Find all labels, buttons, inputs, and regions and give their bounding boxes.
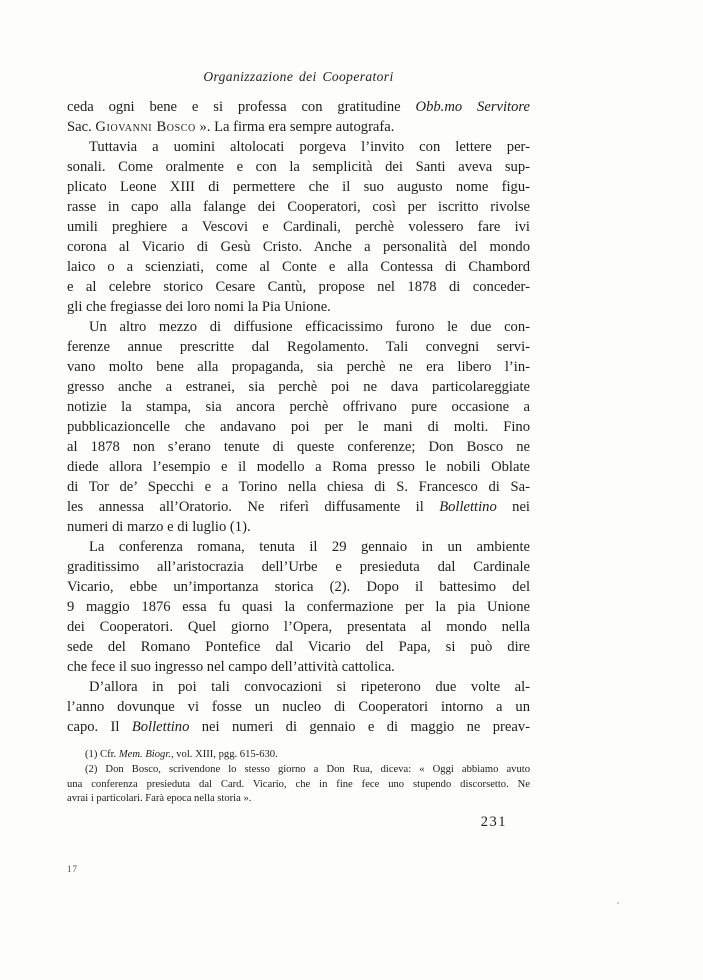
text-line: che fece il suo ingresso nel campo dell’attività cattolica. bbox=[67, 659, 395, 675]
paragraph bbox=[67, 97, 530, 137]
text-line: l’anno dovunque vi fosse un nucleo di Cooperatori intorno a un bbox=[67, 699, 530, 715]
text-line: Un altro mezzo di diffusione efficacissimo furono le due con- bbox=[89, 319, 530, 335]
text-line: e al celebre storico Cesare Cantù, propose nel 1878 di conceder- bbox=[67, 279, 530, 295]
text-line: rasse in capo alla falange dei Cooperatori, così per iscritto rivolse bbox=[67, 199, 530, 215]
signature-mark: 17 bbox=[67, 864, 78, 874]
text-line: plicato Leone XIII di permettere che il suo augusto nome figu- bbox=[67, 179, 530, 195]
paragraph bbox=[67, 537, 530, 677]
paragraph bbox=[67, 137, 530, 317]
paragraph bbox=[67, 677, 530, 737]
text-line: laico o a scienziati, come al Conte e alla Contessa di Chambord bbox=[67, 259, 530, 275]
running-head: Organizzazione dei Cooperatori bbox=[203, 69, 394, 84]
text-line: (1) Cfr. Mem. Biogr., vol. XIII, pgg. 615-630. bbox=[85, 749, 278, 760]
text-line: sonali. Come oralmente e con la semplicità dei Santi aveva sup- bbox=[67, 159, 530, 175]
text-line: Sac. Giovanni Bosco ». La firma era sempre autografa. bbox=[67, 119, 395, 135]
text-line: di Tor de’ Specchi e a Torino nella chiesa di S. Francesco di Sa- bbox=[67, 479, 530, 495]
text-line: notizie la stampa, sia ancora perchè offrivano pure occasione a bbox=[67, 399, 530, 415]
paragraph bbox=[67, 317, 530, 537]
text-line: umili preghiere a Vescovi e Cardinali, perchè volessero fare ivi bbox=[67, 219, 530, 235]
text-line: numeri di marzo e di luglio (1). bbox=[67, 519, 251, 535]
footnote-block bbox=[67, 748, 530, 807]
text-line: Tuttavia a uomini altolocati porgeva l’invito con lettere per- bbox=[89, 139, 530, 155]
text-line: dei Cooperatori. Quel giorno l’Opera, presentata al mondo nella bbox=[67, 619, 530, 635]
text-line: (2) Don Bosco, scrivendone lo stesso giorno a Don Rua, diceva: « Oggi abbiamo avuto bbox=[85, 763, 530, 775]
text-line: 9 maggio 1876 essa fu quasi la confermazione per la pia Unione bbox=[67, 599, 530, 615]
text-line: ceda ogni bene e si professa con gratitudine Obb.mo Servitore bbox=[67, 99, 530, 115]
page-number: 231 bbox=[480, 814, 507, 830]
text-line: les annessa all’Oratorio. Ne riferì diffusamente il Bollettino nei bbox=[67, 499, 530, 515]
text-line: capo. Il Bollettino nei numeri di gennaio e di maggio ne preav- bbox=[67, 719, 530, 735]
text-line: una conferenza presieduta dal Card. Vicario, che in fine fece uno stupendo discorsetto. Ne bbox=[67, 778, 530, 790]
text-line: gli che fregiasse dei loro nomi la Pia Unione. bbox=[67, 299, 331, 315]
text-line: ferenze annue prescritte dal Regolamento. Tali convegni servi- bbox=[67, 339, 530, 355]
body-text-block bbox=[67, 97, 530, 737]
text-line: al 1878 non s’erano tenute di queste conferenze; Don Bosco ne bbox=[67, 439, 530, 455]
text-line: graditissimo all’aristocrazia dell’Urbe e presieduta dal Cardinale bbox=[67, 559, 530, 575]
text-line: D’allora in poi tali convocazioni si ripeterono due volte al- bbox=[89, 679, 530, 695]
text-line: La conferenza romana, tenuta il 29 gennaio in un ambiente bbox=[89, 539, 530, 555]
text-line: gresso anche a estranei, sia perchè poi ne dava particolareggiate bbox=[67, 379, 530, 395]
text-line: corona al Vicario di Gesù Cristo. Anche a personalità del mondo bbox=[67, 239, 530, 255]
scan-speck-artifact bbox=[617, 902, 619, 904]
paragraph bbox=[67, 763, 530, 807]
text-line: vano molto bene alla propaganda, sia perchè ne era libero l’in- bbox=[67, 359, 530, 375]
text-line: sede del Romano Pontefice dal Vicario del Papa, si può dire bbox=[67, 639, 530, 655]
text-line: diede allora l’esempio e il modello a Roma presso le nobili Oblate bbox=[67, 459, 530, 475]
text-line: Vicario, ebbe un’importanza storica (2). Dopo il battesimo del bbox=[67, 579, 530, 595]
paragraph bbox=[67, 748, 530, 763]
text-line: avrai i particolari. Farà epoca nella storia ». bbox=[67, 793, 252, 805]
text-line: pubblicazioncelle che andavano poi per le mani di molti. Fino bbox=[67, 419, 530, 435]
